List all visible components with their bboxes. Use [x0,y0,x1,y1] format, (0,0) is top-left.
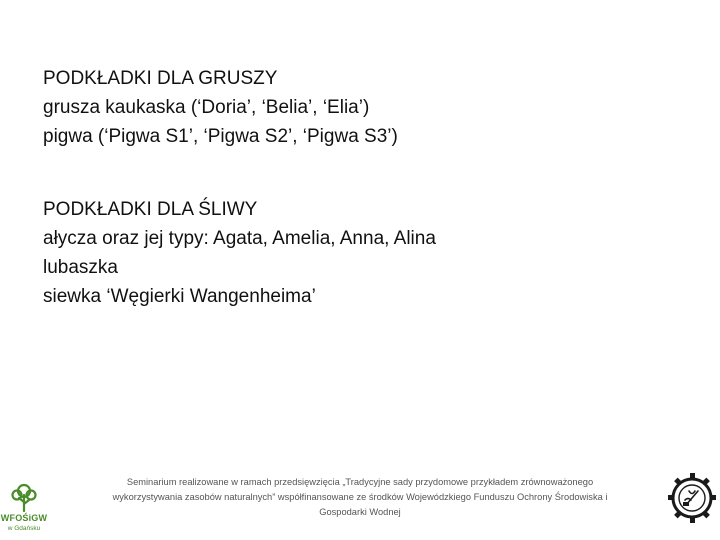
logo-left-title: WFOŚiGW [0,513,48,523]
tree-logo-icon [0,480,48,514]
section-gap [43,151,683,195]
footer-line: wykorzystywania zasobów naturalnych” współfinansowane ze środków Wojewódzkiego Funduszu Ochrony Środowiska i [112,492,608,502]
slide-content [43,64,683,311]
plum-rootstock-line: siewka ‘Węgierki Wangenheima’ [43,286,316,307]
plum-rootstock-line: ałycza oraz jej typy: Agata, Amelia, Anna, Alina [43,228,436,249]
gear-emblem-logo-icon [667,472,717,524]
wfosigw-logo [0,480,48,538]
section-heading-plums: PODKŁADKI DLA ŚLIWY [43,199,258,220]
footer-note [62,475,658,520]
plum-rootstock-line: lubaszka [43,257,118,278]
logo-left-subtitle: w Gdańsku [7,525,41,532]
pear-rootstock-line: grusza kaukaska (‘Doria’, ‘Belia’, ‘Elia’) [43,97,370,118]
gear-emblem-logo [667,472,717,524]
footer-line: Seminarium realizowane w ramach przedsięwzięcia „Tradycyjne sady przydomowe przykładem zrównoważonego [126,477,594,487]
section-heading-pears: PODKŁADKI DLA GRUSZY [43,68,278,89]
pear-rootstock-line: pigwa (‘Pigwa S1’, ‘Pigwa S2’, ‘Pigwa S3’) [43,126,398,147]
footer-line: Gospodarki Wodnej [319,507,401,517]
